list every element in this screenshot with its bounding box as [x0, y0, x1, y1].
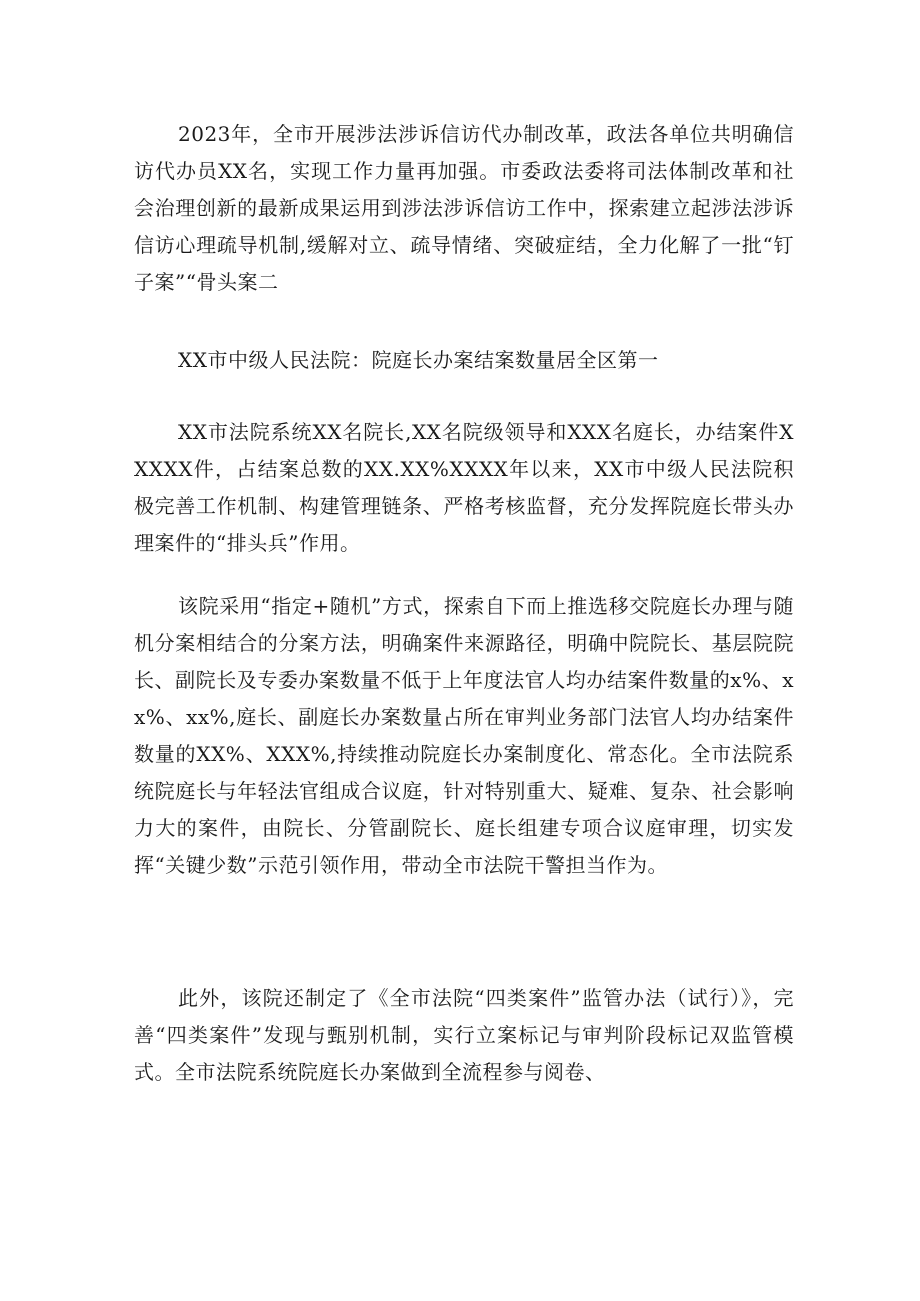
- paragraph-four-types-supervision: 此外，该院还制定了《全市法院“四类案件”监管办法（试行）》，完善“四类案件”发现与甄别机制，实行立案标记与审判阶段标记双监管模式。全市法院系统院庭长办案做到全流程参与阅卷、: [134, 986, 794, 1084]
- paragraph-case-assignment: 该院采用“指定+随机”方式，探索自下而上推选移交院庭长办理与随机分案相结合的分案方法，明确案件来源路径，明确中院院长、基层院院长、副院长及专委办案数量不低于上年度法官人均办结案件数量的x%、xx%、xx%,庭长、副庭长办案数量占所在审判业务部门法官人均办结案件数量的XX%、XXX%,持续推动院庭长办案制度化、常态化。全市法院系统院庭长与年轻法官组成合议庭，针对特别重大、疑难、复杂、社会影响力大的案件，由院长、分管副院长、庭长组建专项合议庭审理，切实发挥“关键少数”示范引领作用，带动全市法院干警担当作为。: [134, 594, 794, 877]
- paragraph-court-leaders-cases: XX市法院系统XX名院长,XX名院级领导和XXX名庭长，办结案件XXXXX件，占结案总数的XX.XX%XXXX年以来，XX市中级人民法院积极完善工作机制、构建管理链条、严格考核监督，充分发挥院庭长带头办理案件的“排头兵”作用。: [134, 420, 794, 555]
- paragraph-petition-reform: 2023年，全市开展涉法涉诉信访代办制改革，政法各单位共明确信访代办员XX名，实现工作力量再加强。市委政法委将司法体制改革和社会治理创新的最新成果运用到涉法涉诉信访工作中，探索建立起涉法涉诉信访心理疏导机制,缓解对立、疏导情绪、突破症结，全力化解了一批“钉子案”“骨头案二: [134, 122, 794, 294]
- section-heading-intermediate-court: XX市中级人民法院：院庭长办案结案数量居全区第一: [178, 348, 659, 372]
